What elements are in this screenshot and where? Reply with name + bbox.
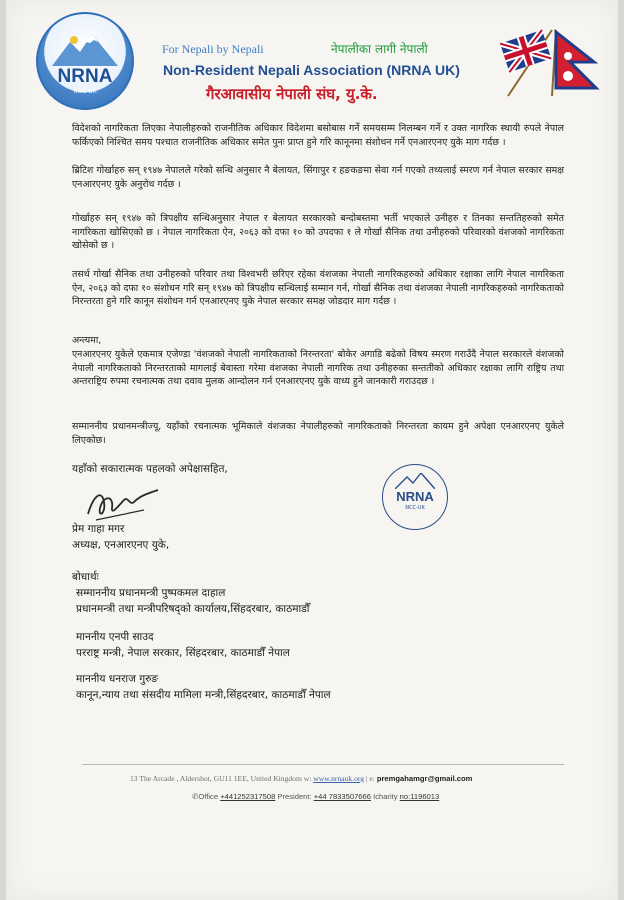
footer-email-separator: | e: [364,774,377,783]
logo-sub: NCC-UK [73,88,97,95]
recipient-2-office: परराष्ट्र मन्त्री, नेपाल सरकार, सिंहदरबार, काठमाडौँ नेपाल [76,647,290,659]
paragraph-citizenship-revoked: गोर्खाहरु सन् १९४७ को त्रिपक्षीय सन्धिअनुसार नेपाल र बेलायत सरकारको बन्दोबस्तमा भर्ती भएकाले उनीहरु र तिनका सन्ततिहरुको समेत नागरिकता खोसिएको छ । नेपाल नागरिकता ऐन, २०६३ को दफा १० को उपदफा १ ले गोर्खा सैनिक तथा उनीहरुको परिवारको वंशजको नागरिकता खोसेको छ । [72,213,564,252]
flags-icon [500,26,602,98]
footer-president-phone[interactable]: +44 7833507666 [313,792,371,801]
recipient-1-name: सम्माननीय प्रधानमन्त्री पुष्पकमल दाहाल [76,587,226,599]
paragraph-political-rights: विदेशको नागरिकता लिएका नेपालीहरुको राजनीतिक अधिकार विदेशमा बसोबास गर्ने समयसम्म निलम्बन गर्ने र उक्त नागरिक स्थायी रुपले नेपाल फर्किएको निश्चित समय पश्चात राजनीतिक अधिकार समेत पुनः प्राप्त हुने गरि कानूनमा संशोधन गर्ने एनआरएनए युके माग गर्दछ । [72,123,564,148]
recipient-1-office: प्रधानमन्त्री तथा मन्त्रीपरिषद्को कार्यालय,सिंहदरबार, काठमाडौँ [76,603,310,615]
footer-divider [82,764,564,765]
cc-label: बोधार्थः [72,571,99,583]
paragraph-british-gurkhas: ब्रिटिश गोर्खाहरु सन् १९४७ नेपालले गरेको सन्धि अनुसार नै बेलायत, सिंगापुर र हङकङमा सेवा गर्न गएको तथ्यलाई स्मरण गर्न नेपाल सरकार समक्ष एनआरएनए युके अनुरोध गर्दछ । [72,165,564,190]
footer-office-phone[interactable]: +441252317508 [220,792,276,801]
footer-address: 13 The Arcade , Aldershot, GU11 1EE, United Kingdom w: [130,774,314,783]
footer-address-line [130,774,472,783]
closing-line: यहाँको सकारात्मक पहलको अपेक्षासहित, [72,463,228,475]
paragraph-prime-minister: सम्माननीय प्रधानमन्त्रीज्यू, यहाँको रचनात्मक भूमिकाले वंशजका नेपालीहरुको नागरिकताको निरन्तरता कायम हुने अपेक्षा एनआरएनए युकेले लिएकोछ। [72,421,564,446]
footer-website-link[interactable]: www.nrnauk.org [313,774,365,783]
stamp-acronym: NRNA [396,489,434,504]
mountain-icon [52,32,118,66]
signatory-title: अध्यक्ष, एनआरएनए युके, [72,539,170,551]
recipient-3-office: कानून,न्याय तथा संसदीय मामिला मन्त्री,सिंहदरबार, काठमाडौँ नेपाल [76,689,331,701]
org-name-english: Non-Resident Nepali Association (NRNA UK) [163,62,460,78]
logo-acronym: NRNA [57,66,113,87]
tagline-english: For Nepali by Nepali [162,42,264,56]
stamp-mountain-icon [395,473,435,489]
footer-charity-label: Icharity [370,792,400,801]
tagline-nepali: नेपालीका लागी नेपाली [331,42,428,56]
footer-office-label: Office [198,792,221,801]
paragraph-finally: एनआरएनए युकेले एकमात्र एजेण्डा 'वंशजको नेपाली नागरिकताको निरन्तरता' बोकेर अगाडि बढेको विषय स्मरण गराउँदै नेपाल सरकारले वंशजको नेपाली नागरिकताको निरन्तरताको मागलाई बेवास्ता गरेमा वंशजका नेपाली नागरिक तथा उनीहरुका सन्ततीको अधिकार रक्षाका लागि राष्ट्रिय तथा अन्तराष्ट्रिय रुपमा रचनात्मक तथा दवाव मुलक आन्दोलन गर्न एनआरएनए युके वाध्य हुने जानकारी गराउदछ । [72,349,564,388]
nrna-logo [36,12,134,110]
recipient-2-name: माननीय एनपी साउद [76,631,154,643]
nrna-stamp [382,464,448,530]
footer-charity-number: no:1196013 [399,792,440,801]
paragraph-finally-heading: अन्त्यमा, [72,335,102,346]
letter-page [6,0,618,900]
paragraph-demand: तसर्थ गोर्खा सैनिक तथा उनीहरुको परिवार तथा विश्वभरी छरिएर रहेका वंशजका नेपाली नागरिकहरुको अधिकार रक्षाका लागि नेपाल नागरिकता ऐन, २०६३ को दफा १० संशोधन गरि सन् १९४७ को त्रिपक्षीय सन्धिलाई सम्मान गर्न, गोर्खा सैनिक तथा वंशजका नेपाली नागरिकहरुको नागरिकताको निरन्तरता हुने गरि कानून संशोधन गर्न एनआरएनए युके नेपाल सरकार समक्ष जोडदार माग गर्दछ । [72,269,564,308]
stamp-sub: NCC-UK [405,505,425,511]
footer-president-label: President: [275,792,314,801]
footer-email-link[interactable]: premgahamgr@gmail.com [376,774,473,783]
org-name-nepali: गैरआवासीय नेपाली संघ, यु.के. [206,85,378,103]
footer-contact-line [192,792,439,801]
signatory-name: प्रेम गाहा मगर [72,523,125,535]
signature-graphic [84,484,164,526]
recipient-3-name: माननीय धनराज गुरुङ [76,673,159,685]
phone-icon: ✆ [192,792,199,801]
